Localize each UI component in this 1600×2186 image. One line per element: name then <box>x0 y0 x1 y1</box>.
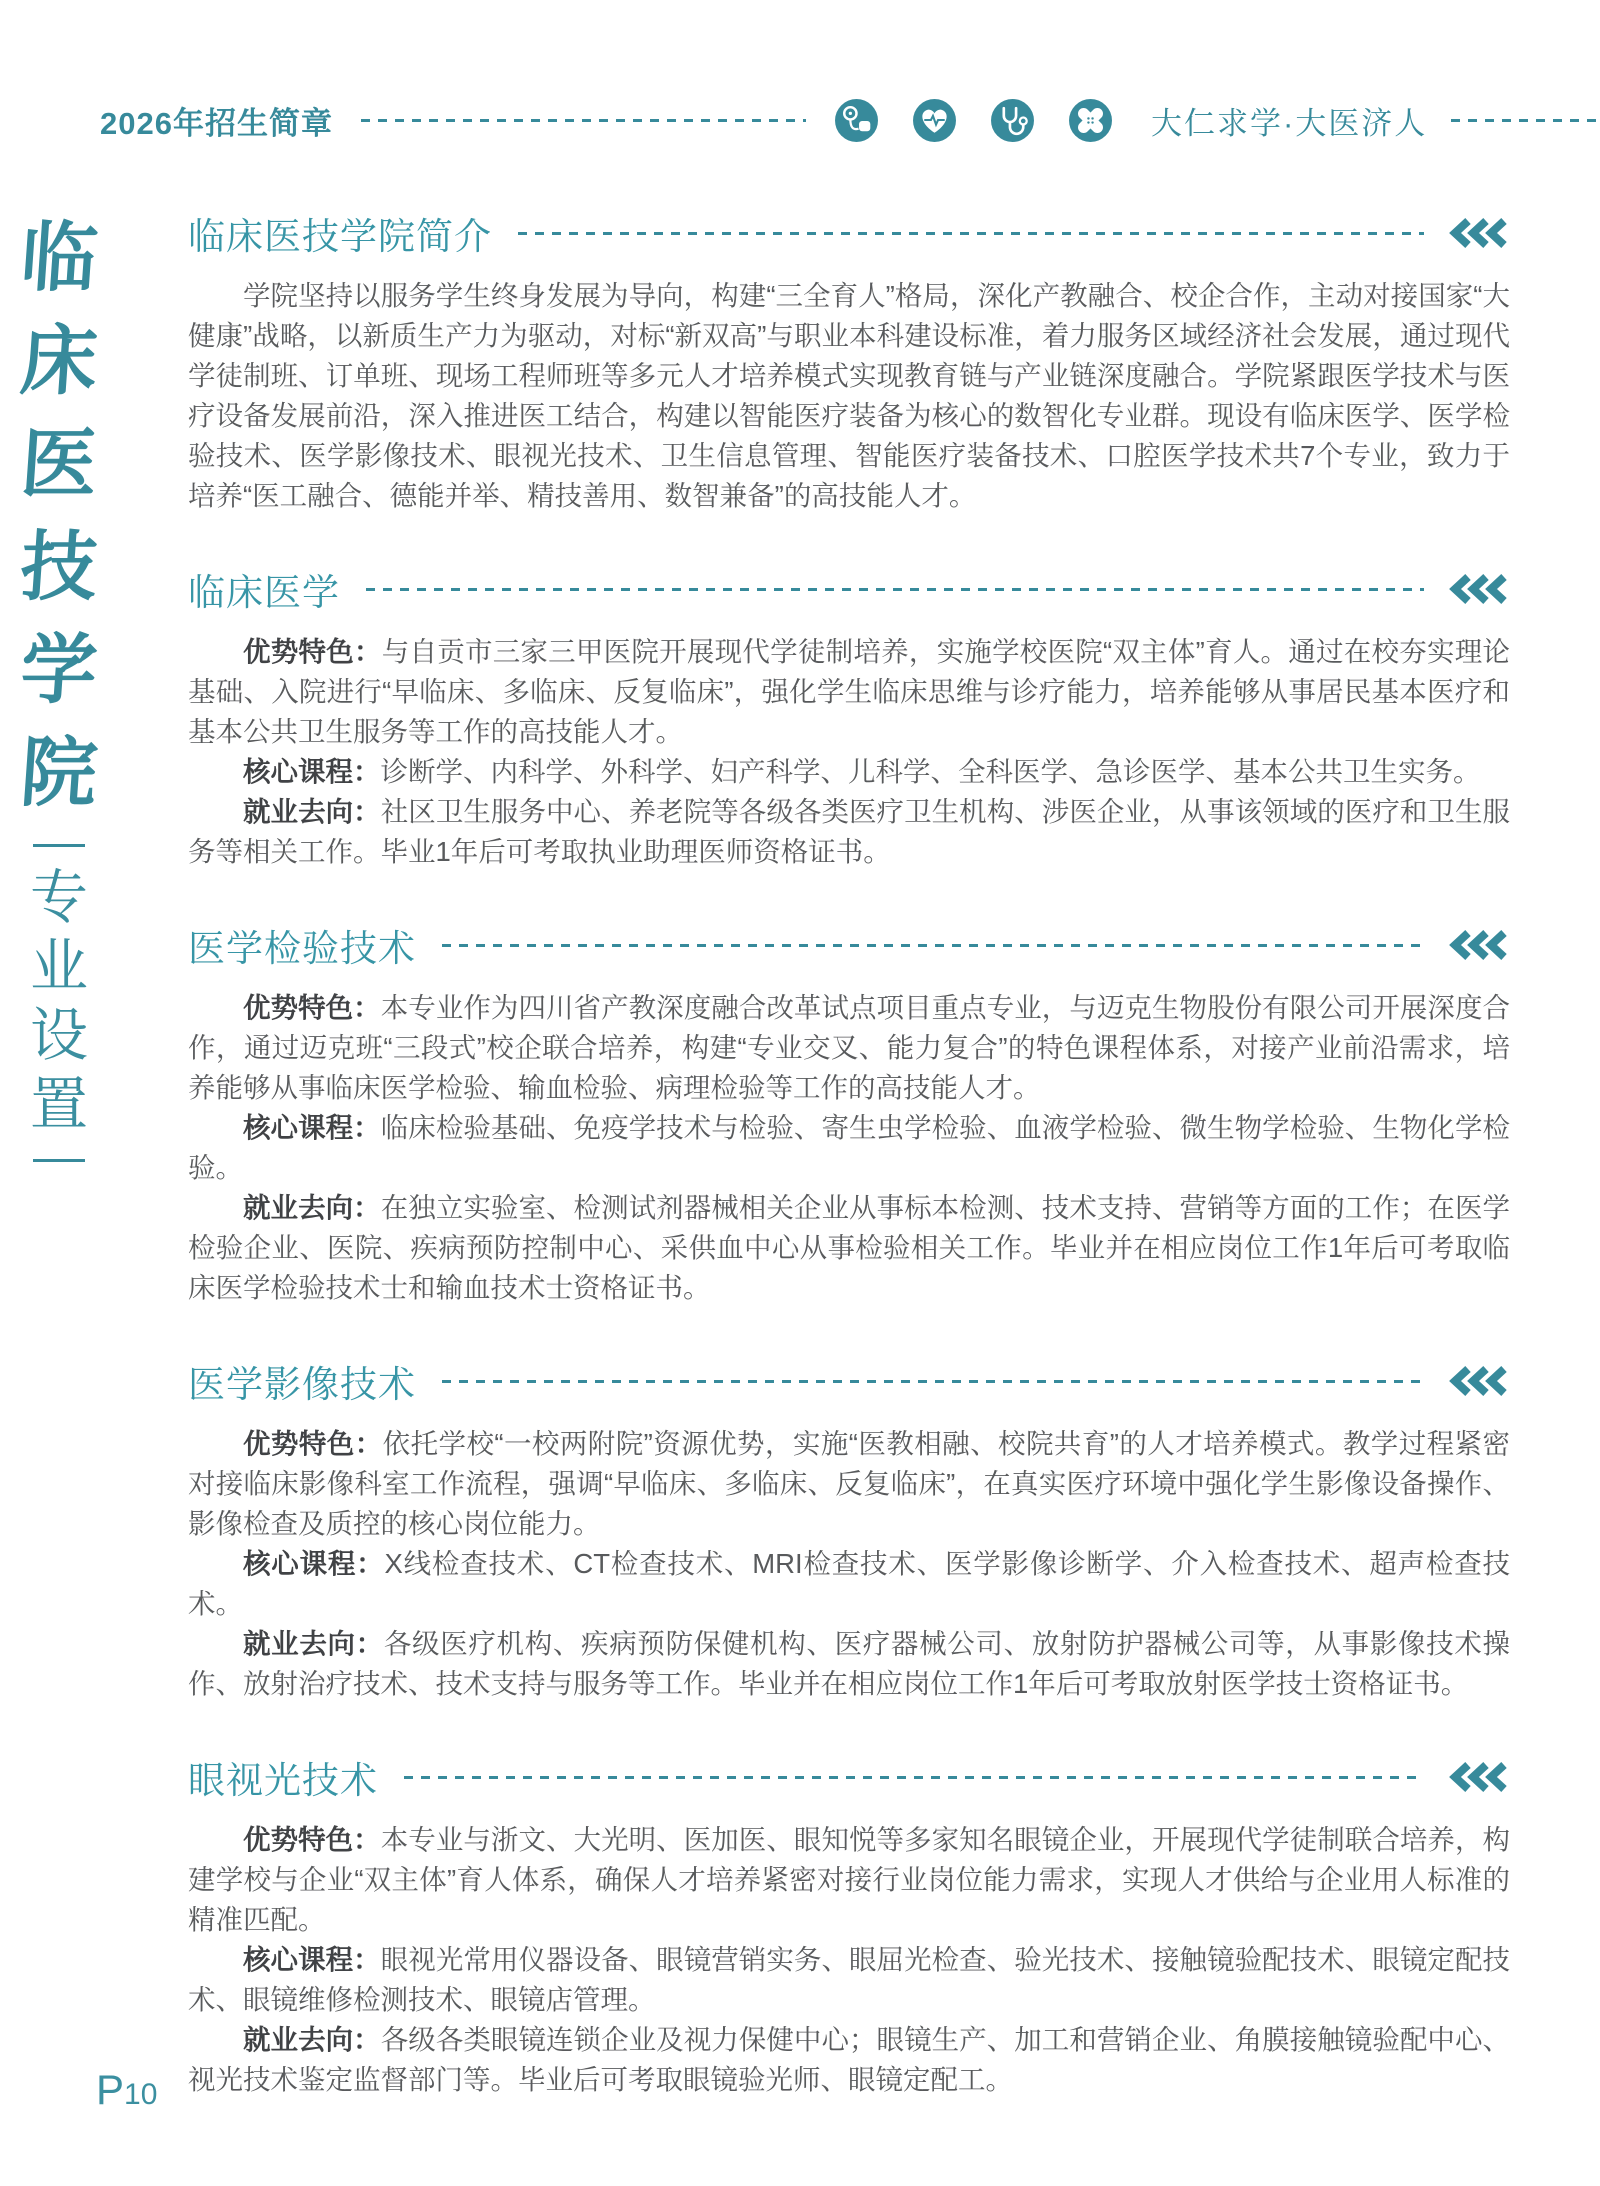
courses-paragraph <box>188 1108 1510 1188</box>
feature-paragraph <box>188 1424 1510 1544</box>
careers-paragraph <box>188 2020 1510 2100</box>
intro-paragraph: 学院坚持以服务学生终身发展为导向，构建“三全育人”格局，深化产教融合、校企合作，主动对接国家“大健康”战略，以新质生产力为驱动，对标“新双高”与职业本科建设标准，着力服务区域经济社会发展，通过现代学徒制班、订单班、现场工程师班等多元人才培养模式实现教育链与产业链深度融合。学院紧跟医学技术与医疗设备发展前沿，深入推进医工结合，构建以智能医疗装备为核心的数智化专业群。现设有临床医学、医学检验技术、医学影像技术、眼视光技术、卫生信息管理、智能医疗装备技术、口腔医学技术共7个专业，致力于培养“医工融合、德能并举、精技善用、数智兼备”的高技能人才。 <box>188 280 1510 511</box>
section-title: 医学影像技术 <box>188 1364 416 1405</box>
section-header <box>188 1354 1510 1408</box>
college-name-char: 院 <box>17 728 101 817</box>
college-name-char: 学 <box>17 625 101 714</box>
paragraph-label: 优势特色： <box>243 1428 383 1459</box>
paragraph-text: 诊断学、内科学、外科学、妇产科学、儿科学、全科医学、急诊医学、基本公共卫生实务。 <box>380 756 1481 787</box>
paragraph-label: 优势特色： <box>243 1824 381 1855</box>
courses-paragraph <box>188 752 1510 792</box>
paragraph-label: 优势特色： <box>243 636 382 667</box>
section-dash <box>442 1380 1424 1383</box>
careers-paragraph <box>188 1624 1510 1704</box>
blood-pressure-monitor-icon <box>834 98 879 143</box>
header-dash-right <box>1451 119 1600 122</box>
section-dash <box>518 232 1424 235</box>
section-dash <box>442 944 1424 947</box>
section-medical-lab-technology <box>188 918 1510 1308</box>
paragraph-label: 核心课程： <box>243 1548 385 1579</box>
paragraph-label: 核心课程： <box>243 756 381 787</box>
section-intro <box>188 206 1510 516</box>
page-number-prefix: P <box>96 2066 125 2113</box>
paragraph-label: 就业去向： <box>243 1628 384 1659</box>
paragraph-text: 依托学校“一校两附院”资源优势，实施“医教相融、校院共育”的人才培养模式。教学过程紧密对接临床影像科室工作流程，强调“早临床、多临床、反复临床”，在真实医疗环境中强化学生影像设备操作、影像检查及质控的核心岗位能力。 <box>188 1428 1510 1539</box>
section-title: 医学检验技术 <box>188 928 416 969</box>
careers-paragraph <box>188 792 1510 872</box>
header-title: 2026年招生简章 <box>100 105 333 141</box>
paragraph-text: 眼视光常用仪器设备、眼镜营销实务、眼屈光检查、验光技术、接触镜验配技术、眼镜定配技术、眼镜维修检测技术、眼镜店管理。 <box>188 1944 1511 2015</box>
section-clinical-medicine <box>188 562 1510 872</box>
bandage-icon <box>1068 98 1113 143</box>
triple-left-chevron-icon <box>1448 930 1510 960</box>
college-name-char: 医 <box>17 419 101 508</box>
paragraph-text: 社区卫生服务中心、养老院等各级各类医疗卫生机构、涉医企业，从事该领域的医疗和卫生服务等相关工作。毕业1年后可考取执业助理医师资格证书。 <box>188 796 1511 867</box>
main-area <box>0 206 1600 2146</box>
college-name-char: 临 <box>17 213 101 302</box>
paragraph-text: 各级各类眼镜连锁企业及视力保健中心；眼镜生产、加工和营销企业、角膜接触镜验配中心、视光技术鉴定监督部门等。毕业后可考取眼镜验光师、眼镜定配工。 <box>188 2024 1511 2095</box>
section-dash <box>366 588 1424 591</box>
program-name-char: 业 <box>29 934 88 999</box>
triple-left-chevron-icon <box>1448 1762 1510 1792</box>
page-number-value: 10 <box>124 2078 158 2111</box>
section-title: 临床医学 <box>188 572 340 613</box>
college-name-char: 床 <box>17 316 101 405</box>
feature-paragraph <box>188 632 1510 752</box>
paragraph-label: 优势特色： <box>243 992 381 1023</box>
courses-paragraph <box>188 1940 1510 2020</box>
sidebar-divider <box>33 1159 85 1162</box>
heart-ecg-icon <box>912 98 957 143</box>
sidebar-divider <box>33 844 85 847</box>
triple-left-chevron-icon <box>1448 218 1510 248</box>
section-intro-header <box>188 206 1510 260</box>
program-name-char: 置 <box>29 1072 88 1137</box>
paragraph-label: 就业去向： <box>243 796 381 827</box>
college-name-char: 技 <box>17 522 101 611</box>
paragraph-label: 核心课程： <box>243 1112 381 1143</box>
header-motto: 大仁求学·大医济人 <box>1150 105 1428 141</box>
stethoscope-icon <box>990 98 1035 143</box>
paragraph-text: X线检查技术、CT检查技术、MRI检查技术、医学影像诊断学、介入检查技术、超声检查技术。 <box>188 1548 1511 1619</box>
section-title: 眼视光技术 <box>188 1760 378 1801</box>
college-name-vertical <box>17 206 101 824</box>
section-header <box>188 1750 1510 1804</box>
section-medical-imaging-technology <box>188 1354 1510 1704</box>
program-name-char: 设 <box>29 1003 88 1068</box>
header-dash-left <box>361 119 806 122</box>
page-header <box>0 96 1600 144</box>
paragraph-text: 在独立实验室、检测试剂器械相关企业从事标本检测、技术支持、营销等方面的工作；在医学检验企业、医院、疾病预防控制中心、采供血中心从事检验相关工作。毕业并在相应岗位工作1年后可考取临床医学检验技术士和输血技术士资格证书。 <box>188 1192 1511 1303</box>
triple-left-chevron-icon <box>1448 1366 1510 1396</box>
paragraph-text: 与自贡市三家三甲医院开展现代学徒制培养，实施学校医院“双主体”育人。通过在校夯实理论基础、入院进行“早临床、多临床、反复临床”，强化学生临床思维与诊疗能力，培养能够从事居民基本医疗和基本公共卫生服务等工作的高技能人才。 <box>188 636 1511 747</box>
triple-left-chevron-icon <box>1448 574 1510 604</box>
paragraph-text: 临床检验基础、免疫学技术与检验、寄生虫学检验、血液学检验、微生物学检验、生物化学检验。 <box>188 1112 1511 1183</box>
section-dash <box>404 1776 1424 1779</box>
section-title: 临床医技学院简介 <box>188 216 492 257</box>
feature-paragraph <box>188 1820 1510 1940</box>
careers-paragraph <box>188 1188 1510 1308</box>
paragraph-text: 本专业与浙文、大光明、医加医、眼知悦等多家知名眼镜企业，开展现代学徒制联合培养，构建学校与企业“双主体”育人体系，确保人才培养紧密对接行业岗位能力需求，实现人才供给与企业用人标准的精准匹配。 <box>188 1824 1511 1935</box>
sidebar <box>0 206 110 2146</box>
page-number <box>96 2066 157 2114</box>
section-optometry-technology <box>188 1750 1510 2100</box>
section-header <box>188 918 1510 972</box>
program-setup-vertical <box>30 863 88 1139</box>
paragraph-label: 就业去向： <box>243 2024 381 2055</box>
courses-paragraph <box>188 1544 1510 1624</box>
header-icon-row <box>834 98 1113 143</box>
program-name-char: 专 <box>29 865 88 930</box>
content-column <box>110 206 1600 2146</box>
paragraph-text: 各级医疗机构、疾病预防保健机构、医疗器械公司、放射防护器械公司等，从事影像技术操作、放射治疗技术、技术支持与服务等工作。毕业并在相应岗位工作1年后可考取放射医学技士资格证书。 <box>188 1628 1511 1699</box>
paragraph-text: 本专业作为四川省产教深度融合改革试点项目重点专业，与迈克生物股份有限公司开展深度合作，通过迈克班“三段式”校企联合培养，构建“专业交叉、能力复合”的特色课程体系，对接产业前沿需求，培养能够从事临床医学检验、输血检验、病理检验等工作的高技能人才。 <box>188 992 1511 1103</box>
section-header <box>188 562 1510 616</box>
paragraph-label: 就业去向： <box>243 1192 381 1223</box>
feature-paragraph <box>188 988 1510 1108</box>
paragraph-label: 核心课程： <box>243 1944 381 1975</box>
